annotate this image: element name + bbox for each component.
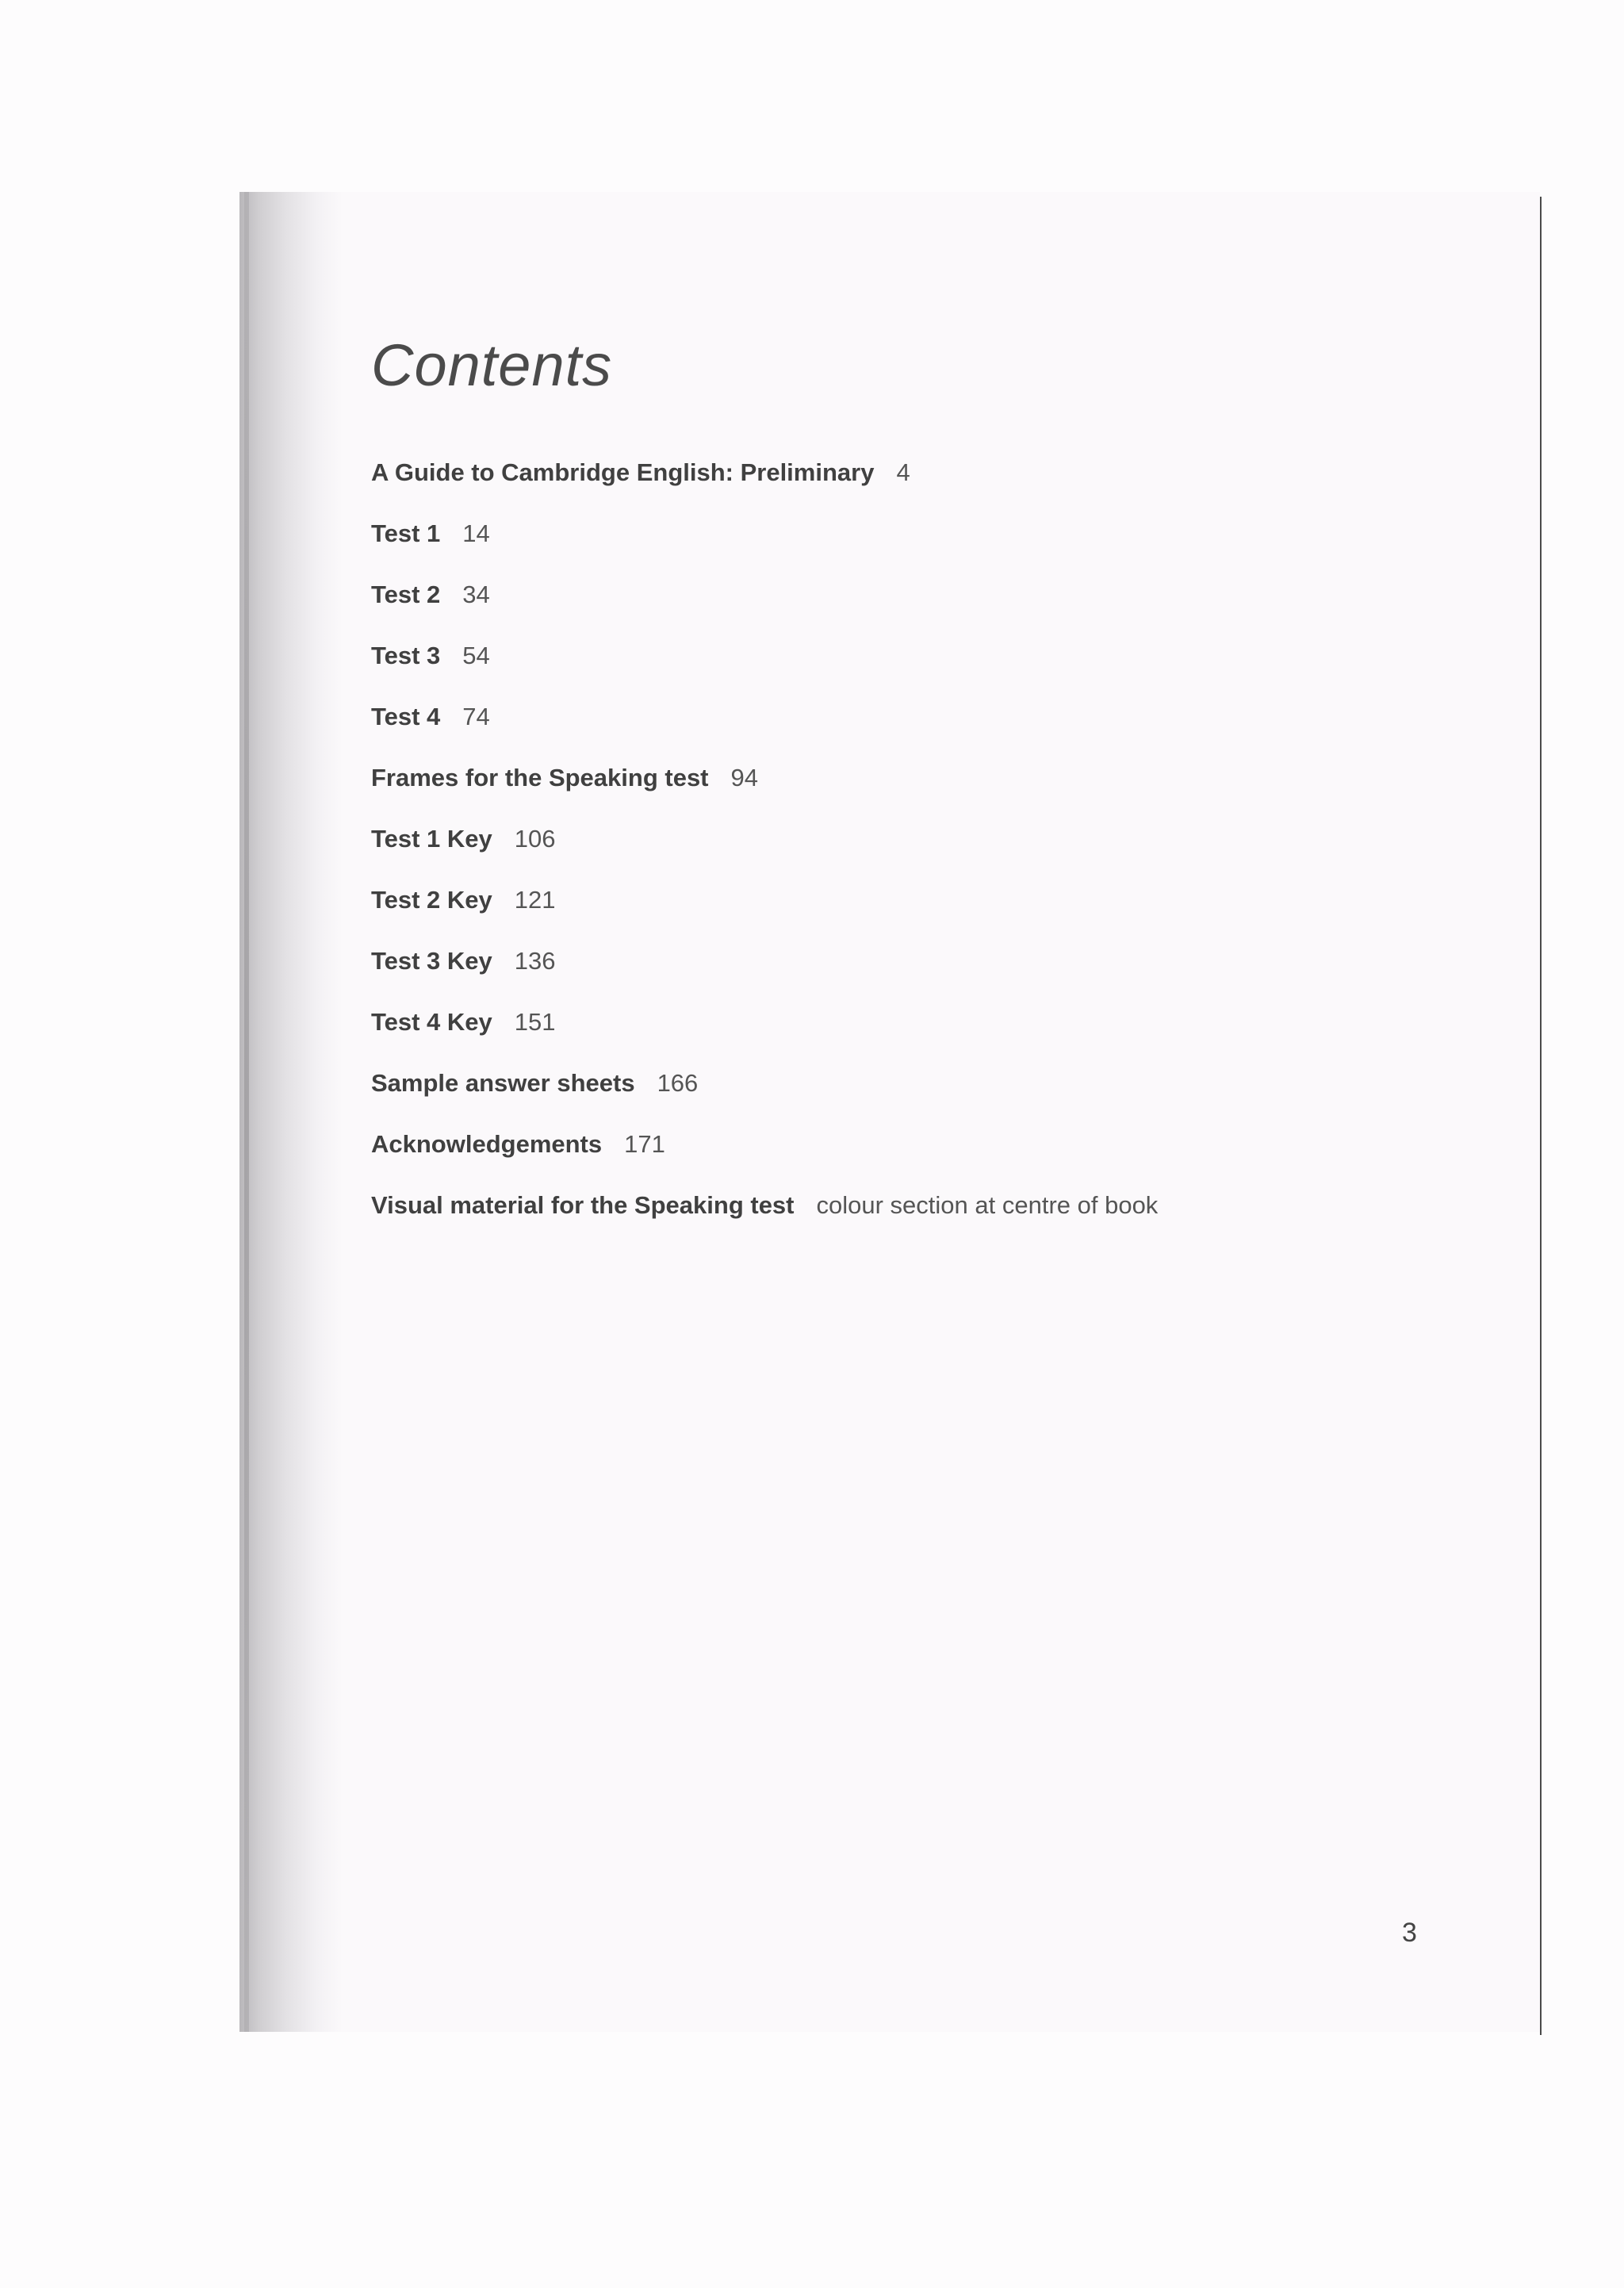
toc-entry-title: Visual material for the Speaking test (371, 1191, 795, 1219)
toc-entry (371, 577, 1158, 638)
toc-entry-title: Test 3 Key (371, 947, 492, 975)
page-right-edge (1540, 197, 1542, 2035)
toc-entry-title: Acknowledgements (371, 1130, 603, 1158)
toc-entry (371, 822, 1158, 883)
toc-entry-title: Test 1 Key (371, 825, 492, 853)
toc-entry (371, 761, 1158, 822)
toc-entry-page: 94 (730, 764, 758, 791)
toc-entry-page: 4 (896, 458, 910, 486)
toc-entry-page: 106 (514, 825, 556, 853)
toc-entry (371, 638, 1158, 699)
toc-entry (371, 944, 1158, 1005)
page-title: Contents (371, 332, 613, 398)
toc-entry (371, 1188, 1158, 1249)
toc-entry-title: Test 3 (371, 642, 441, 669)
toc-entry (371, 1066, 1158, 1127)
spine-shadow (239, 192, 343, 2032)
toc-entry-title: Test 2 (371, 581, 441, 608)
toc-entry (371, 1127, 1158, 1188)
toc-entry-title: Test 4 Key (371, 1008, 492, 1036)
toc-entry-page: 74 (462, 703, 490, 730)
toc-entry-title: A Guide to Cambridge English: Preliminary (371, 458, 875, 486)
toc-entry-title: Test 1 (371, 519, 441, 547)
toc-entry-title: Sample answer sheets (371, 1069, 635, 1097)
toc-entry-page: colour section at centre of book (816, 1191, 1159, 1219)
toc-entry-page: 54 (462, 642, 490, 669)
toc-entry-page: 151 (514, 1008, 556, 1036)
toc-entry-page: 34 (462, 581, 490, 608)
toc-entry (371, 516, 1158, 577)
table-of-contents (371, 455, 1158, 1249)
toc-entry-title: Test 4 (371, 703, 441, 730)
toc-entry (371, 883, 1158, 944)
toc-entry (371, 455, 1158, 516)
toc-entry (371, 699, 1158, 761)
toc-entry-page: 14 (462, 519, 490, 547)
toc-entry-page: 136 (514, 947, 556, 975)
toc-entry-page: 166 (657, 1069, 699, 1097)
toc-entry-page: 121 (514, 886, 556, 914)
toc-entry-page: 171 (624, 1130, 665, 1158)
spine-edge (244, 192, 249, 2032)
page-number: 3 (1402, 1918, 1417, 1948)
toc-entry (371, 1005, 1158, 1066)
toc-entry-title: Test 2 Key (371, 886, 492, 914)
toc-entry-title: Frames for the Speaking test (371, 764, 709, 791)
